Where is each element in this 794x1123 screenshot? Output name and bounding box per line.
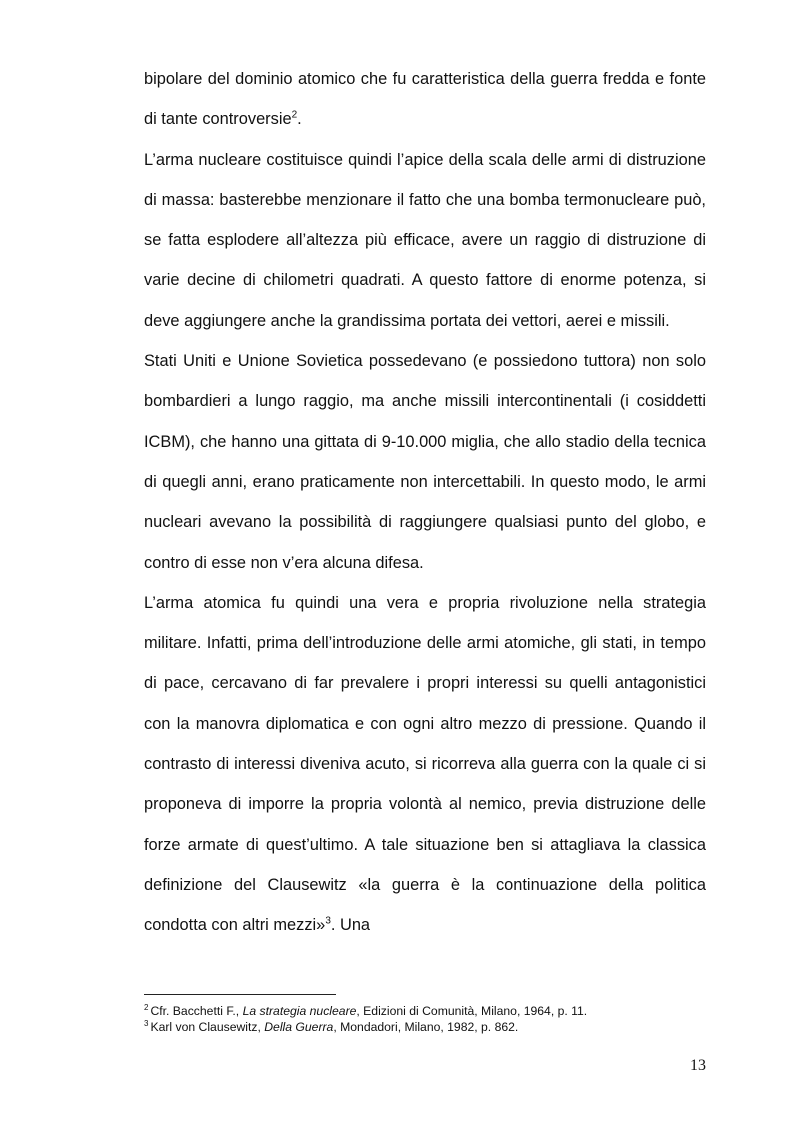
paragraph-1-tail: . (297, 110, 302, 129)
paragraph-4 (144, 583, 706, 946)
footnote-ref-3[interactable]: 3 (325, 915, 331, 927)
paragraph-1 (144, 59, 706, 140)
page-number: 13 (690, 1057, 706, 1074)
footnote-text-before: Karl von Clausewitz, (150, 1020, 265, 1034)
footnote-number: 3 (144, 1018, 149, 1028)
paragraph-3: Stati Uniti e Unione Sovietica possedevano (e possiedono tuttora) non solo bombardieri a lungo raggio, ma anche missili intercontinentali (i cosiddetti ICBM), che hanno una gittata di 9-10.000 miglia, che allo stadio della tecnica di quegli anni, erano praticamente non intercettabili. In questo modo, le armi nucleari avevano la possibilità di raggiungere qualsiasi punto del globo, e contro di esse non v’era alcuna difesa. (144, 352, 706, 572)
footnote-text-after: , Mondadori, Milano, 1982, p. 862. (333, 1020, 519, 1034)
footnote-title: Della Guerra (264, 1020, 334, 1034)
footnote-title: La strategia nucleare (242, 1004, 357, 1018)
footnote-2 (144, 1003, 706, 1019)
paragraph-4-text: L’arma atomica fu quindi una vera e propria rivoluzione nella strategia militare. Infatti, prima dell’introduzione delle armi atomiche, gli stati, in tempo di pace, cercavano di far prevalere i propri interessi su quelli antagonistici con la manovra diplomatica e con ogni altro mezzo di pressione. Quando il contrasto di interessi diveniva acuto, si ricorreva alla guerra con la quale ci si proponeva di imporre la propria volontà al nemico, previa distruzione delle forze armate di quest’ultimo. A tale situazione ben si attagliava la classica definizione del Clausewitz «la guerra è la continuazione della politica condotta con altri mezzi» (144, 593, 706, 935)
paragraph-1-text: bipolare del dominio atomico che fu caratteristica della guerra fredda e fonte di tante controversie (144, 70, 706, 129)
footnote-text-after: , Edizioni di Comunità, Milano, 1964, p. 11. (356, 1004, 588, 1018)
footnote-separator (144, 994, 336, 995)
footnote-number: 2 (144, 1002, 149, 1012)
paragraph-2: L’arma nucleare costituisce quindi l’apice della scala delle armi di distruzione di massa: basterebbe menzionare il fatto che una bomba termonucleare può, se fatta esplodere all’altezza più efficace, avere un raggio di distruzione di varie decine di chilometri quadrati. A questo fattore di enorme potenza, si deve aggiungere anche la grandissima portata dei vettori, aerei e missili. (144, 150, 706, 330)
footnote-3 (144, 1019, 706, 1035)
body-text (144, 59, 706, 946)
paragraph-4-tail: . Una (330, 916, 371, 935)
footnotes (144, 1003, 706, 1035)
footnote-text-before: Cfr. Bacchetti F., (150, 1004, 243, 1018)
footnote-ref-2[interactable]: 2 (291, 109, 298, 121)
